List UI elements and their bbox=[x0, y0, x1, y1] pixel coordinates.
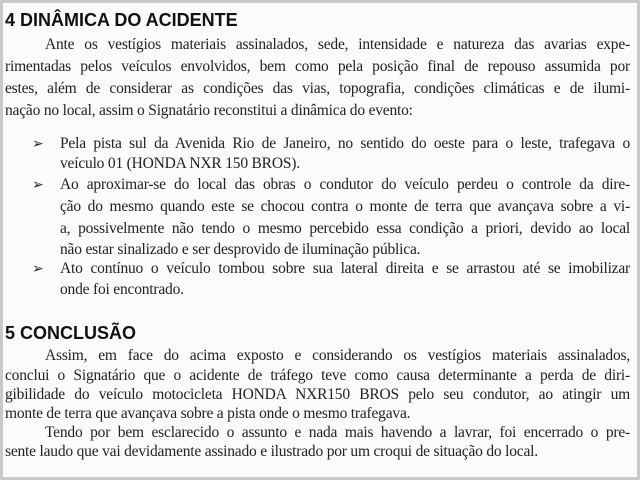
bullet-line: a, possivelmente não tendo o mesmo percebido essa condição a priori, devido ao local bbox=[60, 220, 630, 237]
paragraph-line: Tendo por bem esclarecido o assunto e nada mais havendo a lavrar, foi encerrado o pre- bbox=[45, 424, 630, 441]
bullet-line: Ao aproximar-se do local das obras o condutor do veículo perdeu o controle da dire- bbox=[60, 176, 630, 193]
bullet-line: onde foi encontrado. bbox=[60, 281, 184, 298]
bullet-line: veículo 01 (HONDA NXR 150 BROS). bbox=[60, 155, 300, 172]
paragraph-line: Ante os vestígios materiais assinalados, sede, intensidade e natureza das avarias expe- bbox=[45, 36, 630, 53]
paragraph-line: nação no local, assim o Signatário reconstitui a dinâmica do evento: bbox=[5, 102, 413, 119]
bullet-line: não estar sinalizado e ser desprovido de iluminação pública. bbox=[60, 241, 421, 258]
arrow-bullet-icon: ➢ bbox=[32, 136, 44, 152]
paragraph-line: monte de terra que avançava sobre a pista onde o mesmo trafegava. bbox=[5, 405, 411, 422]
section-5-heading: 5 CONCLUSÃO bbox=[5, 323, 137, 343]
bullet-line: Pela pista sul da Avenida Rio de Janeiro, no sentido do oeste para o leste, trafegava o bbox=[60, 135, 630, 152]
paragraph-line: Assim, em face do acima exposto e considerando os vestígios materiais assinalados, bbox=[45, 347, 630, 364]
paragraph-line: sente laudo que vai devidamente assinado e ilustrado por um croqui de situação do local. bbox=[5, 443, 538, 460]
section-4-heading: 4 DINÂMICA DO ACIDENTE bbox=[5, 10, 238, 30]
paragraph-line: rimentadas pelos veículos envolvidos, bem como pela posição final de repouso assumida por bbox=[5, 58, 630, 75]
bullet-line: ção do mesmo quando este se chocou contra o monte de terra que avançava sobre a vi- bbox=[60, 198, 630, 215]
bullet-line: Ato contínuo o veículo tombou sobre sua lateral direita e se arrastou até se imobilizar bbox=[60, 260, 630, 277]
paragraph-line: estes, além de considerar as condições das vias, topografia, condições climáticas e de ilumi- bbox=[5, 80, 630, 97]
arrow-bullet-icon: ➢ bbox=[32, 261, 44, 277]
arrow-bullet-icon: ➢ bbox=[32, 177, 44, 193]
paragraph-line: conclui o Signatário que o acidente de tráfego teve como causa determinante a perda de diri- bbox=[5, 367, 630, 384]
paragraph-line: gibilidade do veículo motocicleta HONDA NXR150 BROS pelo seu condutor, ao atingir um bbox=[5, 386, 630, 403]
